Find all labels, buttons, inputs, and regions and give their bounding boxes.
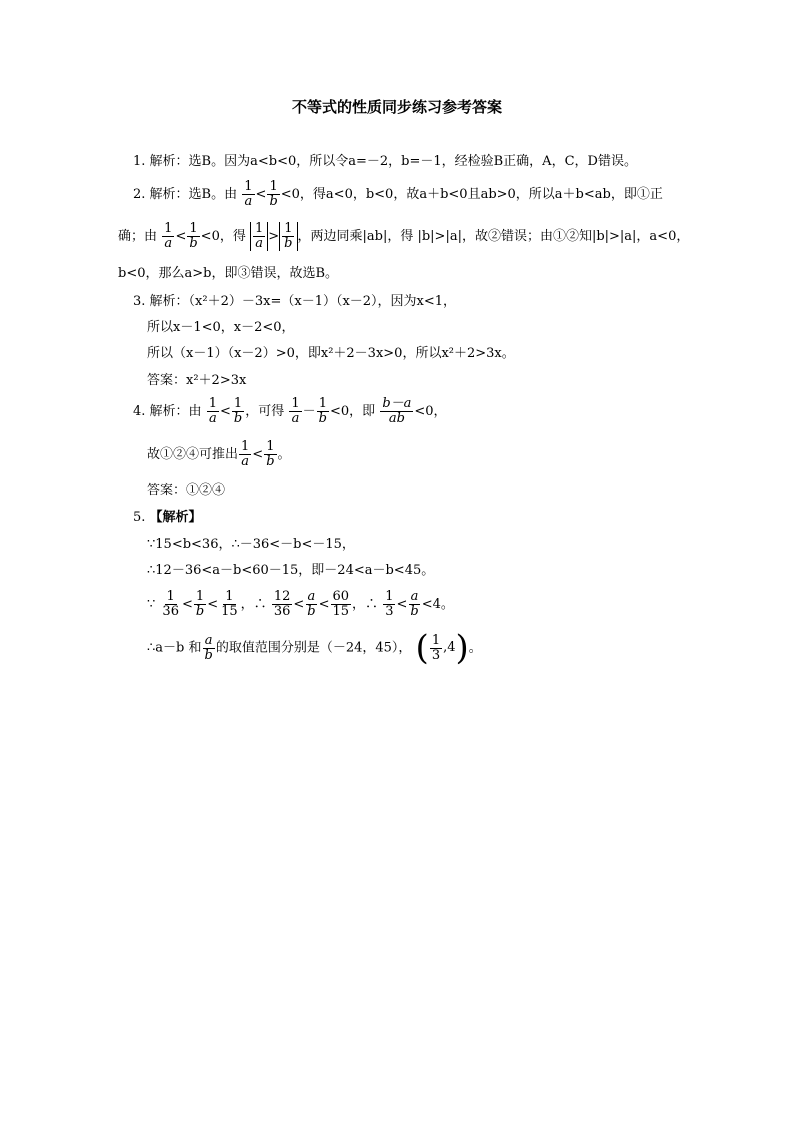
fraction-1-over-b <box>187 222 199 251</box>
answer-text: 解析：（x²＋2）－3x=（x－1）（x－2），因为x<1， <box>149 294 457 309</box>
answer-2-line-3 <box>118 264 338 284</box>
denominator: a <box>208 411 217 426</box>
numerator: 1 <box>164 221 173 236</box>
denominator: b <box>410 604 419 619</box>
analysis-heading: 【解析】 <box>149 510 202 525</box>
denominator: b <box>204 647 213 663</box>
denominator: a <box>255 236 263 251</box>
answer-5-line-4 <box>147 628 482 668</box>
denominator: b <box>284 236 293 251</box>
answer-text: 答案：x²＋2>3x <box>147 373 247 388</box>
answer-3-line-4 <box>147 371 246 391</box>
fraction-1-over-b <box>267 180 279 209</box>
answer-3-line-3 <box>147 344 515 364</box>
answer-number: 4. <box>133 404 146 419</box>
denominator: 3 <box>385 604 394 619</box>
fraction-1-over-15 <box>219 590 240 619</box>
denominator: 15 <box>221 604 238 619</box>
fraction-1-over-b <box>232 397 244 426</box>
denominator: 36 <box>273 604 291 619</box>
answer-text: 所以x－1<0，x－2<0， <box>147 320 295 335</box>
denominator: b <box>269 194 278 209</box>
denominator: 36 <box>162 604 179 619</box>
answer-text: ∴a－b 和 <box>147 640 202 656</box>
answer-text: 解析：由 <box>149 404 202 419</box>
denominator: b <box>307 604 316 619</box>
because-symbol: ∵ <box>147 597 156 612</box>
fraction-b-minus-a-over-ab <box>380 397 413 426</box>
answer-text: <0， <box>414 404 447 419</box>
denominator: b <box>195 604 205 619</box>
answer-4-line-2: 故①②④可推出 $\frac{1}{a}$ < $\frac{1}{b}$ 。 <box>147 439 291 469</box>
answer-5-line-3: ∵ $\frac{1}{36}$ < $\frac{1}{b}$ < $\frac{1}{15}$ ，∴ $\frac{12}{36}$ < $\frac{a}{b}$ < $\frac{60}{15}$ ，∴ $\frac{1}{3}$ < $\frac{a}{b}$ <4。 <box>147 589 454 619</box>
denominator: b <box>266 454 275 469</box>
denominator: a <box>244 194 253 209</box>
denominator: ab <box>388 411 405 426</box>
answer-text: 所以（x－1）（x－2）>0，即x²＋2－3x>0，所以x²＋2>3x。 <box>147 346 515 361</box>
answer-number: 3. <box>133 294 146 309</box>
answer-text: b<0，那么a>b，即③错误，故选B。 <box>118 266 339 281</box>
answer-text: 故①②④可推出 <box>147 447 239 462</box>
fraction-1-over-3 <box>383 590 395 619</box>
answer-text: ∵15<b<36，∴－36<－b<－15， <box>147 537 355 552</box>
numerator: 1 <box>241 439 250 454</box>
answer-2-line-2: 确；由 $\frac{1}{a}$ < $\frac{1}{b}$ <0，得 $\frac{1}{a}$ > $\frac{1}{b}$ ，两边同乘|ab|，得 |b|>|a|，故②错误；由①②知|b|>|a|，a<0， <box>118 221 690 251</box>
answer-text: <0，即 <box>330 404 376 419</box>
answer-text: 。 <box>468 640 482 656</box>
numerator: a <box>204 632 213 648</box>
numerator: 1 <box>195 589 205 604</box>
denominator: a <box>164 236 173 251</box>
numerator: 1 <box>244 179 253 194</box>
denominator: b <box>189 236 198 251</box>
answer-number: 2. <box>133 187 146 202</box>
answer-text: 的取值范围分别是（－24，45）， <box>215 640 412 656</box>
fraction-60-over-15 <box>331 590 352 619</box>
answer-text: <0，得a<0，b<0，故a＋b<0且ab>0，所以a＋b<ab，即①正 <box>280 187 663 202</box>
answer-3-line-1 <box>133 292 456 312</box>
answer-text: ，两边同乘|ab|，得 |b|>|a|，故②错误；由①②知|b|>|a|，a<0， <box>297 229 690 244</box>
denominator: a <box>291 411 300 426</box>
numerator: 1 <box>166 589 175 604</box>
interval-one-third-to-four: ( $\frac{1}{3}$ , 4 ) <box>415 628 469 668</box>
answer-text: ，∴ <box>240 597 267 612</box>
answer-text: 。 <box>277 447 291 462</box>
answer-text: ∴12－36<a－b<60－15，即－24<a－b<45。 <box>147 563 435 578</box>
denominator: b <box>233 411 243 426</box>
answer-5-line-1 <box>147 535 355 555</box>
answer-text: <4。 <box>421 597 454 612</box>
answer-text: ，∴ <box>352 597 379 612</box>
answer-1 <box>133 152 637 172</box>
numerator: 60 <box>332 589 350 604</box>
interval-upper: 4 <box>447 640 456 655</box>
numerator: 1 <box>318 396 327 411</box>
numerator: a <box>410 589 419 604</box>
answer-number: 5. <box>133 510 146 525</box>
fraction-1-over-a <box>239 440 251 469</box>
fraction-1-over-b <box>317 397 329 426</box>
denominator: a <box>241 454 250 469</box>
answer-text: <0，得 <box>200 229 246 244</box>
numerator: b－a <box>382 396 412 411</box>
answer-3-line-2 <box>147 318 295 338</box>
fraction-a-over-b <box>408 590 420 619</box>
numerator: 1 <box>269 179 278 194</box>
fraction-1-over-b <box>264 440 276 469</box>
numerator: 1 <box>225 589 234 604</box>
answer-text: 解析：选B。由 <box>149 187 238 202</box>
answer-4-line-1: 4. 解析：由 $\frac{1}{a}$ < $\frac{1}{b}$ ，可得 $\frac{1}{a}$ － $\frac{1}{b}$ <0，即 $\frac{b-a}{ab}$ <0， <box>133 396 447 426</box>
fraction-a-over-b <box>305 590 317 619</box>
answer-2-line-1: 2. 解析：选B。由 $\frac{1}{a}$ < $\frac{1}{b}$ <0，得a<0，b<0，故a＋b<0且ab>0，所以a＋b<ab，即①正 <box>133 179 663 209</box>
abs-value-1-over-b <box>279 222 297 251</box>
fraction-a-over-b <box>202 634 214 663</box>
fraction-12-over-36 <box>272 590 293 619</box>
fraction-1-over-36 <box>160 590 181 619</box>
answer-text: 答案：①②④ <box>147 483 226 498</box>
numerator: 1 <box>233 396 243 411</box>
numerator: 1 <box>284 221 293 236</box>
answer-5-head <box>133 508 202 528</box>
numerator: 1 <box>208 396 217 411</box>
fraction-1-over-a <box>242 180 254 209</box>
denominator: 15 <box>332 604 350 619</box>
answer-4-line-3 <box>147 481 225 501</box>
answer-text: 解析：选B。因为a<b<0，所以令a=－2，b=－1，经检验B正确，A，C，D错误。 <box>149 154 637 169</box>
numerator: 1 <box>431 632 441 648</box>
numerator: a <box>307 589 316 604</box>
answer-text: 确；由 <box>118 229 158 244</box>
numerator: 1 <box>189 221 198 236</box>
answer-number: 1. <box>133 154 146 169</box>
numerator: 1 <box>291 396 300 411</box>
numerator: 12 <box>273 589 291 604</box>
abs-value-1-over-a <box>250 222 268 251</box>
document-title: 不等式的性质同步练习参考答案 <box>291 98 502 116</box>
denominator: 3 <box>431 647 441 663</box>
numerator: 1 <box>266 439 275 454</box>
answer-text: ，可得 <box>245 404 285 419</box>
fraction-1-over-a <box>289 397 301 426</box>
numerator: 1 <box>385 589 394 604</box>
answer-5-line-2 <box>147 561 434 581</box>
fraction-1-over-a <box>207 397 219 426</box>
numerator: 1 <box>254 221 264 236</box>
denominator: b <box>318 411 327 426</box>
fraction-1-over-a <box>162 222 174 251</box>
fraction-1-over-b <box>194 590 206 619</box>
